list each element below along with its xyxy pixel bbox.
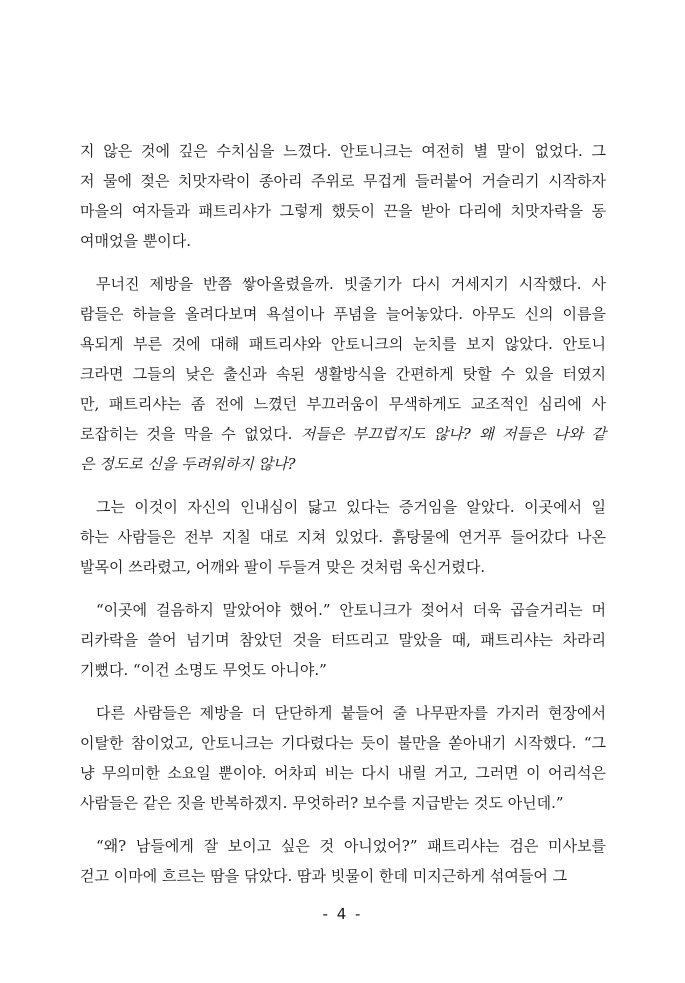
text-segment: 다른 사람들은 제방을 더 단단하게 붙들어 줄 나무판자를 가지러 현장에서 [96,704,606,722]
body-text [80,136,606,904]
text-segment: 이탈한 참이었고, 안토니크는 기다렸다는 듯이 불만을 쏟아내기 시작했다. “그 [80,734,606,752]
text-line [80,136,606,166]
paragraph [80,595,606,685]
text-segment: 발목이 쓰라렸고, 어깨와 팔이 두들겨 맞은 것처럼 욱신거렸다. [80,558,486,576]
text-line [80,788,606,818]
text-line [80,698,606,728]
text-line [80,552,606,582]
text-line [80,522,606,552]
text-line [80,595,606,625]
text-segment: 그는 이것이 자신의 인내심이 닳고 있다는 증거임을 알았다. 이곳에서 일 [96,498,606,516]
text-segment: 걷고 이마에 흐르는 땀을 닦았다. 땀과 빗물이 한데 미지근하게 섞여들어 그 [80,867,568,885]
italic-thought: 저들은 부끄럽지도 않나? 왜 저들은 나와 같 [300,425,606,443]
text-line [80,861,606,891]
text-segment: 기뻤다. “이건 소명도 무엇도 아니야.” [80,661,327,679]
text-segment: 지 않은 것에 깊은 수치심을 느꼈다. 안토니크는 여전히 별 말이 없었다. 그 [80,142,606,160]
text-line [80,389,606,419]
text-segment: “왜? 남들에게 잘 보이고 싶은 것 아니었어?” 패트리샤는 검은 미사보를 [96,837,606,855]
text-segment: 만, 패트리샤는 좀 전에 느꼈던 부끄러움이 무색하게도 교조적인 심리에 사 [80,395,606,413]
text-segment: 냥 무의미한 소요일 뿐이야. 어차피 비는 다시 내릴 거고, 그러면 이 어리석은 [80,764,606,782]
text-line [80,655,606,685]
text-segment: 리카락을 쓸어 넘기며 참았던 것을 터뜨리고 말았을 때, 패트리샤는 차라리 [80,631,606,649]
text-line [80,166,606,196]
text-segment: 여매었을 뿐이다. [80,232,191,250]
italic-thought: 은 정도로 신을 두려워하지 않나? [80,455,296,473]
text-segment: 람들은 하늘을 올려다보며 욕설이나 푸념을 늘어놓았다. 아무도 신의 이름을 [80,305,606,323]
text-segment: 무너진 제방을 반쯤 쌓아올렸을까. 빗줄기가 다시 거세지기 시작했다. 사 [96,275,606,293]
paragraph [80,136,606,256]
paragraph [80,492,606,582]
text-line [80,226,606,256]
paragraph [80,831,606,891]
text-segment: 마을의 여자들과 패트리샤가 그렇게 했듯이 끈을 받아 다리에 치맛자락을 동 [80,202,606,220]
text-line [80,299,606,329]
text-line [80,625,606,655]
text-line [80,492,606,522]
text-segment: 로잡히는 것을 막을 수 없었다. [80,425,301,443]
paragraph [80,269,606,479]
text-line [80,196,606,226]
text-line [80,269,606,299]
text-segment: 크라면 그들의 낮은 출신과 속된 생활방식을 간편하게 탓할 수 있을 터였지 [80,365,606,383]
text-line [80,449,606,479]
text-line [80,758,606,788]
text-line [80,831,606,861]
text-segment: 하는 사람들은 전부 지칠 대로 지쳐 있었다. 흙탕물에 연거푸 들어갔다 나온 [80,528,606,546]
text-line [80,329,606,359]
text-segment: “이곳에 걸음하지 말았어야 했어.” 안토니크가 젖어서 더욱 곱슬거리는 머 [96,601,606,619]
text-segment: 욕되게 부른 것에 대해 패트리샤와 안토니크의 눈치를 보지 않았다. 안토니 [80,335,606,353]
page-number: - 4 - [322,905,363,923]
text-segment: 사람들은 같은 짓을 반복하겠지. 무엇하러? 보수를 지급받는 것도 아닌데.” [80,794,564,812]
text-line [80,419,606,449]
text-line [80,359,606,389]
text-line [80,728,606,758]
text-segment: 저 물에 젖은 치맛자락이 종아리 주위로 무겁게 들러붙어 거슬리기 시작하자 [80,172,606,190]
paragraph [80,698,606,818]
